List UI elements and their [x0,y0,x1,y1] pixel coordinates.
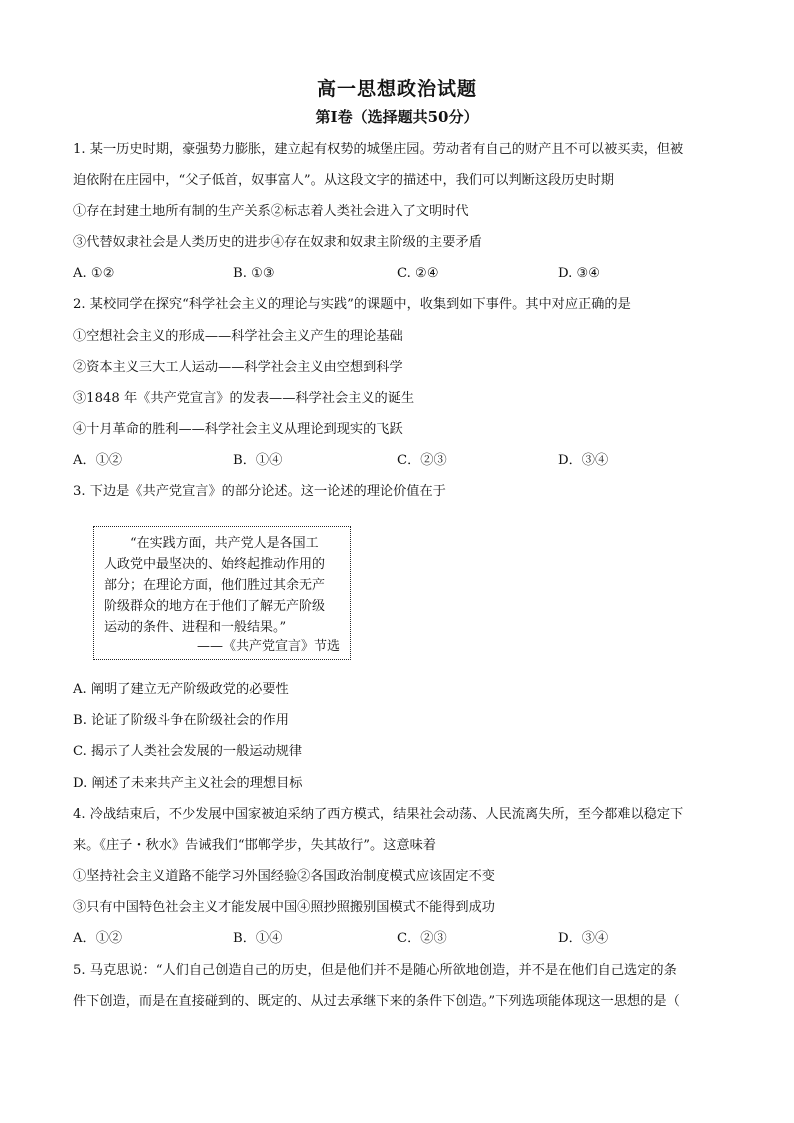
q2-stem: 2. 某校同学在探究“科学社会主义的理论与实践”的课题中，收集到如下事件。其中对应正确的是 [73,297,631,312]
q3-stem: 3. 下边是《共产党宣言》的部分论述。这一论述的理论价值在于 [73,484,446,499]
q3-option-c[interactable]: C. 揭示了人类社会发展的一般运动规律 [73,744,303,759]
q2-event-1: ①空想社会主义的形成——科学社会主义产生的理论基础 [73,329,403,344]
q4-option-a[interactable]: A．①② [73,931,123,946]
q4-statement-line-1: ①坚持社会主义道路不能学习外国经验②各国政治制度模式应该固定不变 [73,869,495,884]
q4-stem-line-2: 来。《庄子・秋水》告诫我们“邯郸学步，失其故行”。这意味着 [73,838,436,853]
quote-line-4: 阶级群众的地方在于他们了解无产阶级 [104,599,326,614]
q4-option-c[interactable]: C．②③ [397,931,447,946]
quote-box [93,526,351,660]
exam-title: 高一思想政治试题 [316,78,477,100]
q5-stem-line-2: 件下创造，而是在直接碰到的、既定的、从过去承继下来的条件下创造。”下列选项能体现这一思想的是（ [73,994,680,1009]
q3-option-b[interactable]: B. 论证了阶级斗争在阶级社会的作用 [73,713,289,728]
q2-option-c[interactable]: C．②③ [397,453,447,468]
q1-option-b[interactable]: B. ①③ [233,266,275,281]
section-heading: 第Ⅰ卷（选择题共50分） [315,108,479,126]
q2-event-3: ③1848 年《共产党宣言》的发表——科学社会主义的诞生 [73,391,415,406]
q1-option-c[interactable]: C. ②④ [397,266,439,281]
quote-line-2: 人政党中最坚决的、始终起推动作用的 [104,557,326,572]
q1-statement-line-1: ①存在封建土地所有制的生产关系②标志着人类社会进入了文明时代 [73,204,469,219]
q1-option-d[interactable]: D. ③④ [558,266,601,281]
quote-source: ——《共产党宣言》节选 [196,639,340,654]
quote-line-1: “在实践方面，共产党人是各国工 [130,536,319,551]
q1-option-a[interactable]: A. ①② [73,266,115,281]
q2-event-4: ④十月革命的胜利——科学社会主义从理论到现实的飞跃 [73,422,403,437]
q4-stem-line-1: 4. 冷战结束后，不少发展中国家被迫采纳了西方模式，结果社会动荡、人民流离失所，至今都难以稳定下 [73,807,684,822]
q2-event-2: ②资本主义三大工人运动——科学社会主义由空想到科学 [73,360,403,375]
q1-statement-line-2: ③代替奴隶社会是人类历史的进步④存在奴隶和奴隶主阶级的主要矛盾 [73,235,482,250]
q3-option-a[interactable]: A. 阐明了建立无产阶级政党的必要性 [73,682,289,697]
q2-option-a[interactable]: A．①② [73,453,123,468]
q2-option-d[interactable]: D．③④ [558,453,609,468]
quote-line-3: 部分；在理论方面，他们胜过其余无产 [104,578,326,593]
q4-statement-line-2: ③只有中国特色社会主义才能发展中国④照抄照搬别国模式不能得到成功 [73,900,495,915]
q3-option-d[interactable]: D. 阐述了未来共产主义社会的理想目标 [73,776,303,791]
quote-line-5: 运动的条件、进程和一般结果。” [104,620,287,635]
q1-stem-line-1: 1. 某一历史时期，豪强势力膨胀，建立起有权势的城堡庄园。劳动者有自己的财产且不可以被买卖，但被 [73,142,684,157]
q1-stem-line-2: 迫依附在庄园中，“父子低首，奴事富人”。从这段文字的描述中，我们可以判断这段历史时期 [73,173,614,188]
q4-option-d[interactable]: D．③④ [558,931,609,946]
q5-stem-line-1: 5. 马克思说：“人们自己创造自己的历史，但是他们并不是随心所欲地创造，并不是在他们自己选定的条 [73,963,677,978]
q4-option-b[interactable]: B．①④ [233,931,283,946]
q2-option-b[interactable]: B．①④ [233,453,283,468]
